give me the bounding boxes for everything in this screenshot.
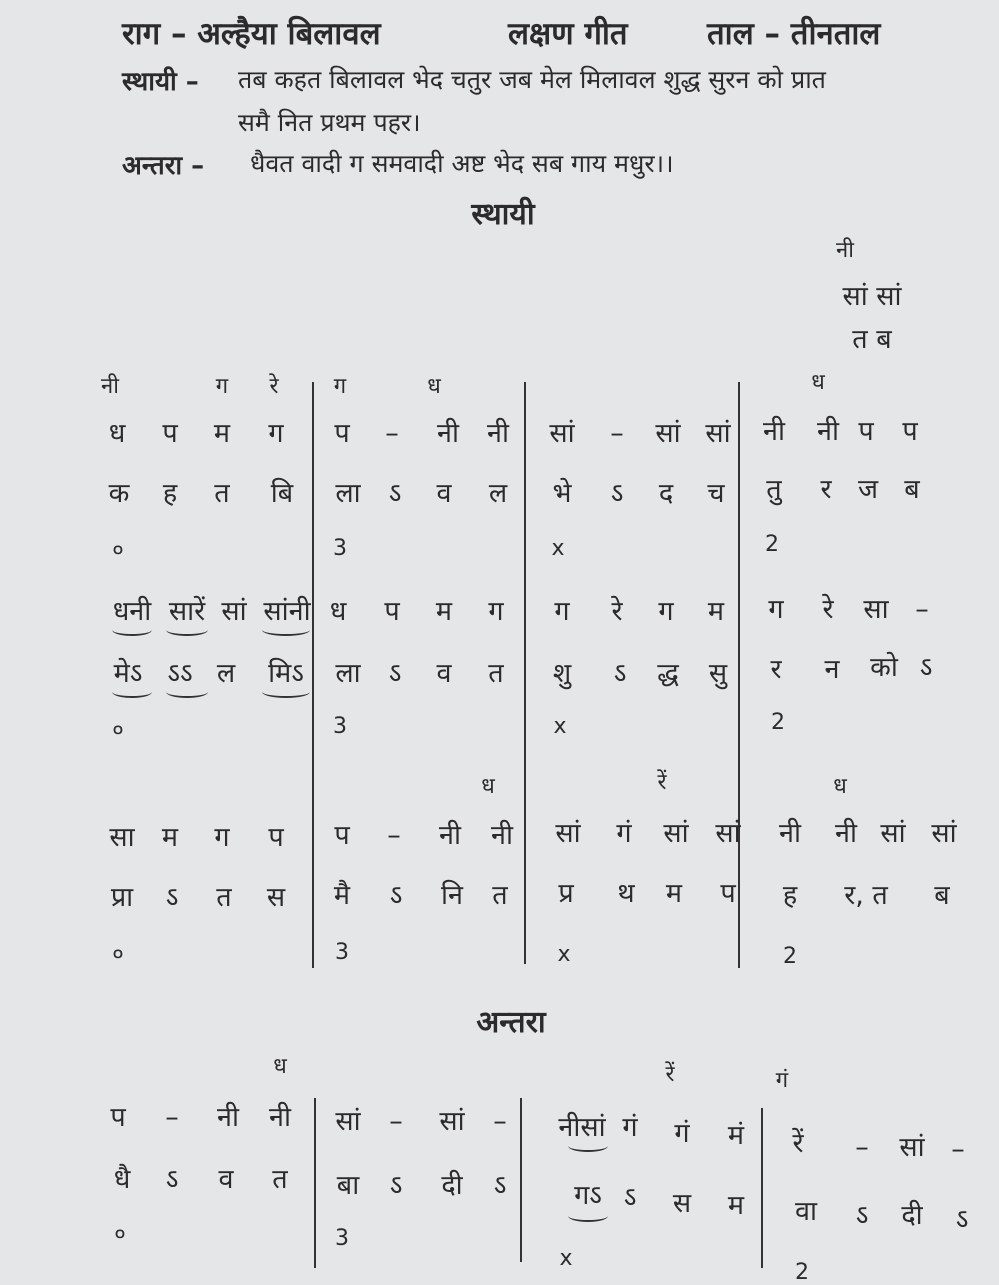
- taal-mark-tali: 3: [333, 536, 347, 561]
- swar-note: –: [610, 418, 624, 449]
- swar-note: नी: [217, 1102, 239, 1133]
- bol-syllable: ल: [488, 478, 508, 509]
- bol-syllable: भे: [552, 478, 572, 509]
- bol-syllable: नि: [441, 880, 463, 911]
- meend-arc: [112, 624, 152, 636]
- swar-note: –: [389, 1106, 403, 1137]
- kan-swar: ग: [333, 374, 347, 399]
- bol-syllable: ऽऽ: [167, 658, 193, 689]
- meend-arc: [262, 624, 310, 636]
- bol-syllable: गऽ: [574, 1180, 602, 1211]
- bol-syllable: ब: [904, 474, 920, 505]
- swar-note: नी: [491, 820, 513, 851]
- swar-note: –: [855, 1132, 869, 1163]
- taal-mark-tali: 3: [333, 714, 347, 739]
- swar-note: ध: [108, 418, 126, 449]
- sthayi-lyrics-text-cont: समै नित प्रथम पहर।: [238, 108, 421, 137]
- swar-note: ध: [329, 596, 347, 627]
- swar-note: नी: [269, 1102, 291, 1133]
- bol-syllable: ऽ: [610, 478, 624, 509]
- bol-syllable: त: [214, 478, 230, 509]
- swar-note: नी: [437, 418, 459, 449]
- bol-syllable: ऽ: [165, 882, 179, 913]
- swar-note: सां: [655, 418, 681, 449]
- swar-note: –: [165, 1102, 179, 1133]
- bol-syllable: ब: [934, 880, 950, 911]
- bol-syllable: र, त: [844, 880, 888, 911]
- swar-note: सां: [549, 418, 575, 449]
- swar-note: गं: [674, 1118, 690, 1149]
- swar-note: नी: [835, 818, 857, 849]
- bol-syllable: ऽ: [623, 1182, 637, 1213]
- taal-mark-tali: 3: [335, 1226, 349, 1251]
- swar-note: –: [493, 1106, 507, 1137]
- swar-note: म: [707, 596, 725, 627]
- swar-note: ग: [214, 822, 230, 853]
- bol-syllable: ऽ: [919, 652, 933, 683]
- swar-note: प: [334, 418, 350, 449]
- bol-syllable: ह: [782, 880, 798, 911]
- kan-swar: ग: [215, 374, 229, 399]
- antara-lyrics-text: धैवत वादी ग समवादी अष्ट भेद सब गाय मधुर।।: [250, 149, 674, 178]
- swar-note: नीसां: [558, 1112, 606, 1143]
- taal-mark-tali: 2: [771, 710, 785, 735]
- bol-syllable: ऽ: [855, 1200, 869, 1231]
- bol-syllable: प: [720, 878, 736, 909]
- bol-syllable: ला: [335, 478, 361, 509]
- lakshan-geet-label: लक्षण गीत: [508, 16, 628, 52]
- bol-syllable: थ: [617, 878, 635, 909]
- bol-syllable: च: [707, 478, 725, 509]
- kan-swar: रें: [665, 1062, 675, 1087]
- swar-note: सा: [109, 822, 135, 853]
- kan-swar: नी: [101, 374, 119, 399]
- kan-swar: रें: [657, 770, 667, 795]
- swar-note: धनी: [112, 596, 152, 627]
- swar-note: –: [387, 820, 401, 851]
- bol-syllable: को: [870, 652, 898, 683]
- swar-note: रें: [792, 1128, 804, 1159]
- meend-arc: [166, 624, 208, 636]
- bol-syllable: म: [727, 1190, 745, 1221]
- pickup-words: त ब: [852, 324, 892, 355]
- taal-mark-khali: ०: [112, 942, 124, 967]
- bol-syllable: बा: [336, 1170, 360, 1201]
- swar-note: गं: [616, 818, 632, 849]
- kan-swar: ध: [427, 374, 441, 399]
- vibhag-divider: [524, 382, 526, 964]
- bol-syllable: ऽ: [389, 880, 403, 911]
- taal-mark-sam: x: [559, 1246, 573, 1271]
- swar-note: –: [385, 418, 399, 449]
- sthayi-lyrics-text: तब कहत बिलावल भेद चतुर जब मेल मिलावल शुद्ध सुरन को प्रात: [238, 65, 826, 94]
- kan-swar: रे: [269, 374, 279, 399]
- bol-syllable: सु: [708, 658, 728, 689]
- swar-note: म: [435, 596, 453, 627]
- swar-note: प: [110, 1102, 126, 1133]
- swar-note: प: [384, 596, 400, 627]
- bol-syllable: स: [266, 882, 286, 913]
- taal-mark-sam: x: [551, 536, 565, 561]
- swar-note: सां: [899, 1132, 925, 1163]
- swar-note: मं: [727, 1120, 745, 1151]
- taal-mark-khali: ०: [114, 1222, 126, 1247]
- swar-note: ग: [268, 418, 284, 449]
- taal-mark-tali: 2: [783, 944, 797, 969]
- meend-arc: [568, 1210, 608, 1222]
- meend-arc: [568, 1140, 608, 1152]
- swar-note: सां: [555, 818, 581, 849]
- bol-syllable: ऽ: [493, 1170, 507, 1201]
- bol-syllable: मेऽ: [113, 658, 143, 689]
- swar-note: सां: [931, 818, 957, 849]
- bol-syllable: शु: [552, 658, 572, 689]
- swar-note: प: [902, 416, 918, 447]
- swar-note: प: [858, 416, 874, 447]
- bol-syllable: स: [672, 1188, 692, 1219]
- bol-syllable: व: [436, 478, 452, 509]
- vibhag-divider: [312, 382, 314, 968]
- bol-syllable: द: [658, 478, 674, 509]
- swar-note: ग: [554, 596, 570, 627]
- swar-note: सां: [715, 818, 741, 849]
- antara-lyrics-line: [0, 146, 999, 182]
- swar-note: गं: [622, 1112, 638, 1143]
- swar-note: सां: [439, 1106, 465, 1137]
- swar-note: नी: [487, 418, 509, 449]
- bol-syllable: ज: [857, 474, 879, 505]
- bol-syllable: र: [820, 474, 832, 505]
- bol-syllable: ला: [335, 658, 361, 689]
- bol-syllable: मिऽ: [268, 658, 304, 689]
- taal-mark-tali: 2: [795, 1260, 809, 1285]
- bol-syllable: र: [770, 654, 782, 685]
- taal-mark-tali: 3: [335, 940, 349, 965]
- swar-note: सां: [880, 818, 906, 849]
- antara-heading: अन्तरा: [476, 1005, 546, 1040]
- swar-note: सारें: [168, 596, 206, 627]
- sthayi-lyrics-line2: [0, 105, 999, 139]
- swar-note: प: [268, 822, 284, 853]
- vibhag-divider: [738, 382, 740, 968]
- bol-syllable: ऽ: [613, 658, 627, 689]
- swar-note: ग: [658, 596, 674, 627]
- taal-mark-sam: x: [553, 714, 567, 739]
- vibhag-divider: [761, 1108, 763, 1268]
- bol-syllable: प्र: [558, 878, 574, 909]
- bol-syllable: त: [216, 882, 232, 913]
- vibhag-divider: [314, 1098, 316, 1268]
- swar-note: –: [951, 1134, 965, 1165]
- bol-syllable: त: [488, 658, 504, 689]
- swar-note: सां: [335, 1106, 361, 1137]
- swar-note: सा: [863, 594, 889, 625]
- bol-syllable: ह: [162, 478, 178, 509]
- bol-syllable: वा: [794, 1196, 818, 1227]
- bol-syllable: मै: [333, 880, 351, 911]
- sthayi-heading: स्थायी: [471, 197, 535, 232]
- bol-syllable: व: [436, 658, 452, 689]
- swar-note: रे: [611, 596, 623, 627]
- bol-syllable: द्ध: [657, 658, 679, 689]
- swar-note: नी: [817, 416, 839, 447]
- swar-note: नी: [779, 818, 801, 849]
- swar-note: म: [213, 418, 231, 449]
- bol-syllable: धै: [113, 1164, 131, 1195]
- swar-note: –: [915, 594, 929, 625]
- meend-arc: [166, 686, 208, 698]
- bol-syllable: तु: [766, 474, 782, 505]
- kan-swar: गं: [775, 1068, 789, 1093]
- meend-arc: [262, 686, 310, 698]
- taal-mark-sam: x: [557, 942, 571, 967]
- bol-syllable: व: [218, 1164, 234, 1195]
- meend-arc: [112, 686, 152, 698]
- bol-syllable: त: [272, 1164, 288, 1195]
- swar-note: नी: [763, 416, 785, 447]
- kan-swar: ध: [481, 774, 495, 799]
- swar-note: सां: [663, 818, 689, 849]
- bol-syllable: म: [665, 878, 683, 909]
- bol-syllable: ऽ: [389, 1170, 403, 1201]
- bol-syllable: क: [108, 478, 130, 509]
- swar-note: नी: [439, 820, 461, 851]
- sthayi-lyrics-label: स्थायी –: [122, 67, 199, 97]
- bol-syllable: ऽ: [165, 1164, 179, 1195]
- swar-note: म: [161, 822, 179, 853]
- sthayi-lyrics-line1: [0, 62, 999, 98]
- antara-lyrics-label: अन्तरा –: [122, 151, 205, 181]
- bol-syllable: ऽ: [388, 658, 402, 689]
- swar-note: सां: [705, 418, 731, 449]
- swar-note: प: [334, 820, 350, 851]
- taal-mark-khali: ०: [112, 718, 124, 743]
- bol-syllable: त: [492, 880, 508, 911]
- taal-mark-khali: ०: [112, 538, 124, 563]
- title-line: [0, 12, 999, 52]
- kan-swar: ध: [273, 1054, 287, 1079]
- swar-note: प: [162, 418, 178, 449]
- swar-note: सां: [221, 596, 247, 627]
- taal-mark-tali: 2: [765, 532, 779, 557]
- swar-note: ग: [488, 596, 504, 627]
- taal-title: ताल – तीनताल: [707, 16, 881, 52]
- kan-swar: ध: [833, 774, 847, 799]
- pickup-kan: नी: [836, 238, 854, 263]
- bol-syllable: ल: [216, 658, 236, 689]
- swar-note: सांनी: [263, 596, 311, 627]
- swar-note: रे: [822, 594, 834, 625]
- raag-title: राग – अल्हैया बिलावल: [122, 16, 381, 52]
- kan-swar: ध: [811, 370, 825, 395]
- bol-syllable: प्रा: [110, 882, 134, 913]
- swar-note: ग: [768, 594, 784, 625]
- bol-syllable: ऽ: [388, 478, 402, 509]
- vibhag-divider: [520, 1098, 522, 1262]
- pickup-notes: सां सां: [842, 281, 902, 312]
- bol-syllable: दी: [901, 1200, 923, 1231]
- bol-syllable: दी: [441, 1170, 463, 1201]
- bol-syllable: न: [824, 654, 840, 685]
- bol-syllable: ऽ: [955, 1204, 969, 1235]
- bol-syllable: बि: [270, 478, 294, 509]
